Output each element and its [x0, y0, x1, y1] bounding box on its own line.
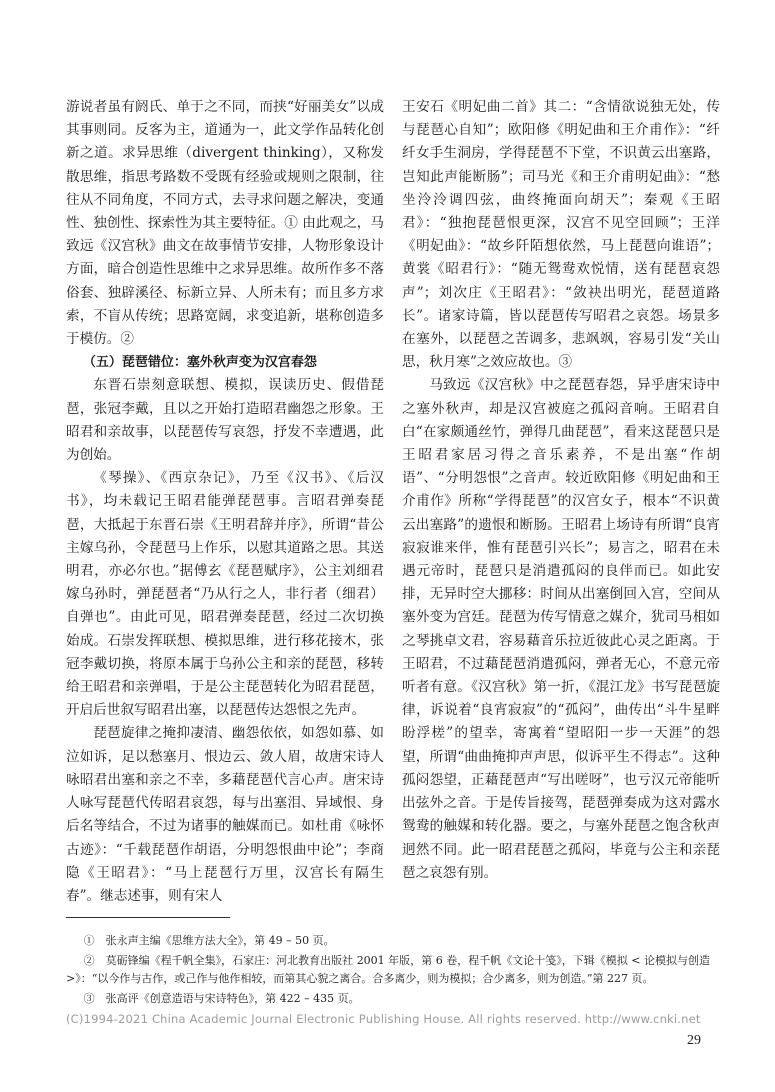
footnote-item: ② 莫砺锋编《程千帆全集》，石家庄：河北教育出版社 2001 年版，第 6 卷，程千帆《文论十笺》，下辑《模拟 < 论模拟与创造 >》：“以今作与古作，或己作与他作相较，而第其心貌之离合。合多离少，则为模拟；合少离多，则为创造。”第 227 页。 [66, 954, 710, 985]
section-heading: （五）琵琶错位：塞外秋声变为汉宫春怨 [82, 355, 317, 371]
copyright-watermark: (C)1994-2021 China Academic Journal Electronic Publishing House. All rights reserved. http://www.cnki.net [66, 1012, 701, 1026]
paragraph: 东晋石崇刻意联想、模拟，误读历史、假借琵琶，张冠李戴，且以之开始打造昭君幽怨之形象。王昭君和亲故事，以琵琶传写哀怨，抒发不幸遭遇，此为创始。 [66, 377, 384, 464]
paragraph: 琵琶旋律之掩抑凄清、幽怨依依，如怨如慕、如泣如诉，足以愁塞月、恨边云、敛人眉，故唐宋诗人咏昭君出塞和亲之不幸，多藉琵琶代言心声。唐宋诗人咏写琵琶代传昭君哀怨，每与出塞泪、异域恨、身后名等结合，不过为诸事的触媒而已。如杜甫《咏怀古迹》：“千载琵琶作胡语，分明怨恨曲中论”；李商隐《王昭君》：“马上琵琶行万里，汉宫长有隔生春”。继志述事，则有宋人 [66, 725, 384, 904]
paragraph: 《琴操》、《西京杂记》，乃至《汉书》、《后汉书》，均未载记王昭君能弹琵琶事。言昭君弹奏琵琶，大抵起于东晋石崇《王明君辞并序》，所谓“昔公主嫁乌孙，令琵琶马上作乐，以慰其道路之思。其送明君，亦必尔也。”据傅玄《琵琶赋序》，公主刘细君嫁乌孙时，弹琵琶者“乃从行之人，非行者（细君）自弹也”。由此可见，昭君弹奏琵琶，经过二次切换始成。石崇发挥联想、模拟思维，进行移花接木，张冠李戴切换，将原本属于乌孙公主和亲的琵琶，移转给王昭君和亲弹唱，于是公主琵琶转化为昭君琵琶，开启后世叙写昭君出塞，以琵琶传达怨恨之先声。 [66, 470, 384, 719]
right-column [402, 96, 720, 885]
footnote-item: ③ 张高评《创意造语与宋诗特色》，第 422 – 435 页。 [83, 992, 360, 1005]
paragraph: 游说者虽有阏氏、单于之不同，而挟“好丽美女”以成其事则同。反客为主，道通为一，此文学作品转化创新之道。求异思维（divergent thinking），又称发散思维，指思考路数不受既有经验或规则之限制，往往从不同角度，不同方式，去寻求问题之解决，变通性、独创性、探索性为其主要特征。① 由此观之，马致远《汉宫秋》曲文在故事情节安排，人物形象设计方面，暗合创造性思维中之求异思维。故所作多不落俗套、独辟溪径、标新立异、人所未有；而且多方求索，不盲从传统；思路宽阔，求变追新，堪称创造多于模仿。② [66, 99, 384, 348]
left-column [66, 96, 384, 908]
footnote-item: ① 张永声主编《思维方法大全》，第 49 – 50 页。 [83, 934, 335, 947]
footnotes [66, 932, 710, 1010]
footnote-divider [66, 917, 230, 918]
paragraph: 王安石《明妃曲二首》其二：“含情欲说独无处，传与琵琶心自知”；欧阳修《明妃曲和王介甫作》：“纤纤女手生洞房，学得琵琶不下堂，不识黄云出塞路，岂知此声能断肠”；司马光《和王介甫明妃曲》：“愁坐泠泠调四弦，曲终掩面向胡天”；秦观《王昭君》：“独抱琵琶恨更深，汉宫不见空回顾”；王洋《明妃曲》：“故乡阡陌想依然，马上琵琶向谁语”；黄裳《昭君行》：“随无鸳鸯欢悦情，送有琵琶哀怨声”；刘次庄《王昭君》：“敛袂出明光，琵琶道路长”。诸家诗篇，皆以琵琶传写昭君之哀怨。场景多在塞外，以琵琶之苦调多，悲飒飒，容易引发“关山思，秋月寒”之效应故也。③ [402, 99, 720, 371]
paragraph: 马致远《汉宫秋》中之琵琶春怨，异乎唐宋诗中之塞外秋声，却是汉宫被庭之孤闷音响。王昭君自白“在家颇通丝竹，弹得几曲琵琶”，看来这琵琶只是王昭君家居习得之音乐素养，不是出塞“作胡语”、“分明怨恨”之音声。较近欧阳修《明妃曲和王介甫作》所称“学得琵琶”的汉宫女子，根本“不识黄云出塞路”的遗恨和断肠。王昭君上场诗有所谓“良宵寂寂谁来伴，惟有琵琶引兴长”；易言之，昭君在未遇元帝时，琵琶只是消遣孤闷的良伴而已。如此安排，无异时空大挪移：时间从出塞倒回入宫，空间从塞外变为宫廷。琵琶为传写情意之媒介，犹司马相如之琴挑卓文君，容易藉音乐拉近彼此心灵之距离。于王昭君，不过藉琵琶消遣孤闷，弹者无心，不意元帝听者有意。《汉宫秋》第一折，《混江龙》书写琵琶旋律，诉说着“良宵寂寂”的“孤闷”，曲传出“斗牛星畔盼浮槎”的望幸，寄寓着“望昭阳一步一天涯”的怨望，所谓“曲曲掩抑声声思，似诉平生不得志”。这种孤闷怨望，正藉琵琶声“写出嗟呀”，也亏汉元帝能听出弦外之音。于是传旨接驾，琵琶弹奏成为这对露水鸳鸯的触媒和转化器。要之，与塞外琵琶之饱含秋声迥然不同。此一昭君琵琶之孤闷，毕竟与公主和亲琵琶之哀怨有别。 [402, 377, 720, 881]
page-number: 29 [687, 1033, 701, 1048]
